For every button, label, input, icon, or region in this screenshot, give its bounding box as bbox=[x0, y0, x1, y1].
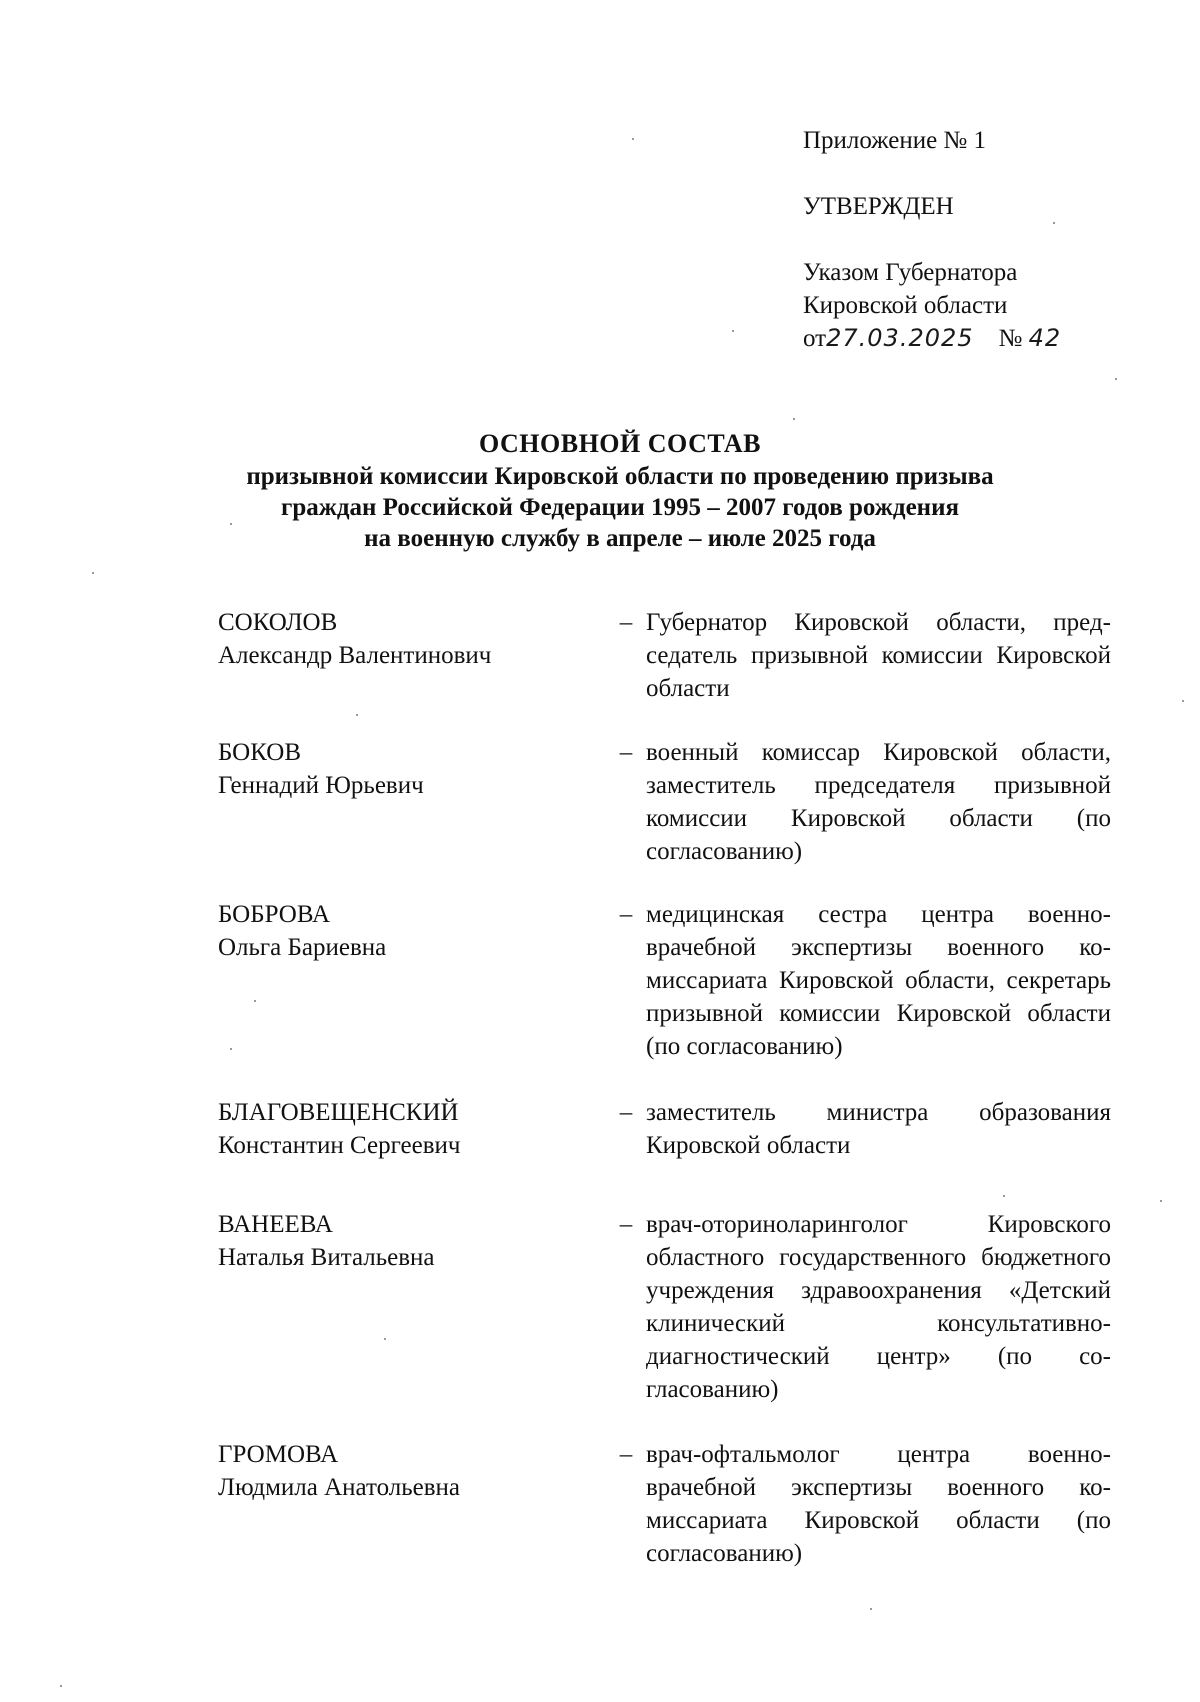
member-role: врач-офтальмолог центра военно-врачебной экспертизы военного комиссариата Кировской области (по согласованию) bbox=[646, 1441, 1111, 1567]
scan-speck bbox=[870, 1608, 872, 1610]
member-dash: – bbox=[619, 739, 633, 766]
member-given-name: Наталья Витальевна bbox=[218, 1244, 435, 1271]
member-dash: – bbox=[619, 1441, 633, 1468]
member-given-name: Ольга Бариевна bbox=[218, 934, 387, 961]
member-entry bbox=[218, 1096, 1118, 1208]
member-role: Губернатор Кировской области, председатель призывной комиссии Кировской области bbox=[646, 609, 1111, 702]
scan-speck bbox=[1053, 222, 1055, 224]
member-name bbox=[218, 606, 608, 672]
member-name bbox=[218, 736, 608, 802]
handwritten-number: 42 bbox=[1028, 324, 1062, 352]
member-entry bbox=[218, 1208, 1118, 1438]
scan-speck bbox=[1182, 700, 1184, 702]
member-surname: БОКОВ bbox=[218, 739, 302, 766]
handwritten-date: 27.03.2025 bbox=[826, 324, 974, 352]
member-entry bbox=[218, 606, 1118, 736]
member-name bbox=[218, 898, 608, 964]
member-role: заместитель министра образования Кировской области bbox=[646, 1099, 1111, 1159]
approved-label: УТВЕРЖДЕН bbox=[803, 193, 954, 220]
scan-speck bbox=[793, 418, 795, 420]
member-surname: БЛАГОВЕЩЕНСКИЙ bbox=[218, 1099, 459, 1126]
title-line-3: на военную службу в апреле – июле 2025 года bbox=[364, 525, 876, 552]
document-title bbox=[150, 428, 1090, 554]
scan-speck bbox=[1115, 378, 1117, 380]
member-entry bbox=[218, 1438, 1118, 1578]
member-given-name: Александр Валентинович bbox=[218, 642, 492, 669]
member-surname: БОБРОВА bbox=[218, 901, 331, 928]
title-line-1: призывной комиссии Кировской области по проведению призыва bbox=[246, 463, 994, 490]
member-dash: – bbox=[619, 609, 633, 636]
member-name bbox=[218, 1438, 608, 1504]
scan-speck bbox=[254, 1000, 256, 1002]
member-entry bbox=[218, 898, 1118, 1096]
scan-speck bbox=[632, 138, 634, 140]
scan-speck bbox=[92, 572, 94, 574]
member-name bbox=[218, 1096, 608, 1162]
scan-speck bbox=[384, 1338, 386, 1340]
member-dash: – bbox=[619, 1099, 633, 1126]
member-name bbox=[218, 1208, 608, 1274]
date-prefix: от bbox=[803, 325, 827, 352]
scan-speck bbox=[230, 1048, 232, 1050]
member-surname: ГРОМОВА bbox=[218, 1441, 339, 1468]
decree-date-line bbox=[803, 322, 1163, 355]
member-role: военный комиссар Кировской области, заместитель председателя призывной комиссии Кировской области (по согласованию) bbox=[646, 739, 1111, 865]
member-given-name: Людмила Анатольевна bbox=[218, 1474, 461, 1501]
member-entry bbox=[218, 736, 1118, 898]
scan-speck bbox=[230, 523, 232, 525]
scan-speck bbox=[732, 330, 734, 332]
member-dash: – bbox=[619, 901, 633, 928]
title-line-2: граждан Российской Федерации 1995 – 2007 годов рождения bbox=[280, 494, 960, 521]
member-given-name: Геннадий Юрьевич bbox=[218, 772, 424, 799]
number-prefix: № bbox=[998, 325, 1023, 352]
decree-line-1: Указом Губернатора bbox=[803, 259, 1018, 286]
member-role: медицинская сестра центра военно-врачебной экспертизы военного комиссариата Кировской области, секретарь призывной комиссии Кировской области (по согласованию) bbox=[646, 901, 1111, 1060]
scan-speck bbox=[1003, 1195, 1005, 1197]
scan-speck bbox=[356, 714, 358, 716]
appendix-label: Приложение № 1 bbox=[803, 127, 987, 154]
approval-stamp-block bbox=[803, 124, 1163, 355]
members-list bbox=[218, 606, 1118, 1578]
member-dash: – bbox=[619, 1211, 633, 1238]
decree-line-2: Кировской области bbox=[803, 292, 1008, 319]
member-surname: ВАНЕЕВА bbox=[218, 1211, 333, 1238]
title-main: ОСНОВНОЙ СОСТАВ bbox=[478, 429, 762, 458]
member-surname: СОКОЛОВ bbox=[218, 609, 338, 636]
scan-speck bbox=[60, 1685, 62, 1687]
scan-speck bbox=[1160, 1200, 1162, 1202]
member-role: врач-оториноларинголог Кировского областного государственного бюджетного учреждения здравоохранения «Детский клинический консультативно-диагностический центр» (по согласованию) bbox=[646, 1211, 1111, 1403]
member-given-name: Константин Сергеевич bbox=[218, 1132, 461, 1159]
